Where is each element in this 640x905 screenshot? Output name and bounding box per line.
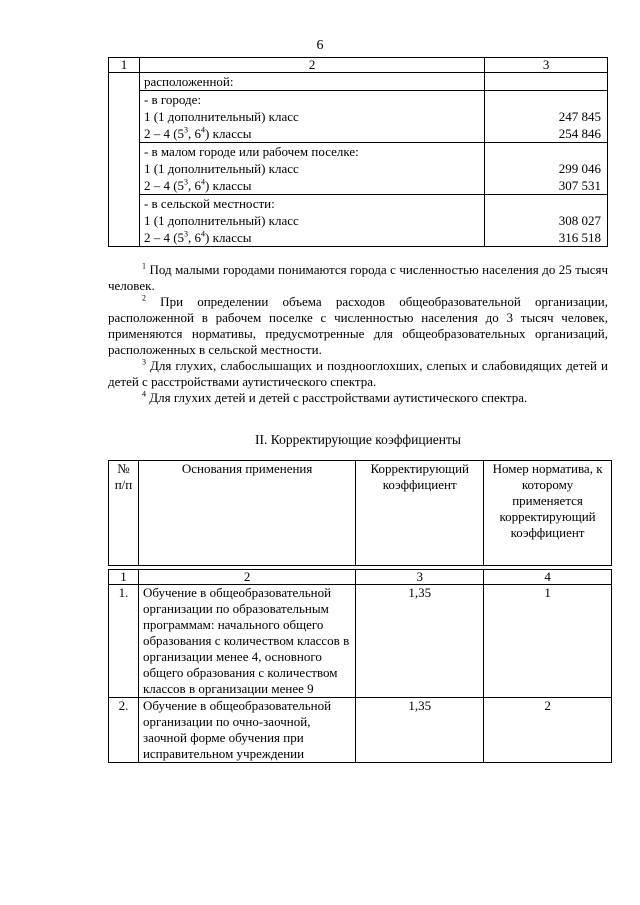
funding-table	[108, 57, 608, 247]
coefficients-table	[108, 460, 612, 763]
footnote-1	[108, 262, 608, 294]
footnote-3	[108, 358, 608, 390]
header-coefficient: Корректирующий коэффициент	[356, 461, 484, 566]
footnote-text: Для глухих детей и детей с расстройствами аутистического спектра.	[146, 390, 528, 405]
row-label: 1 (1 дополнительный) класс	[143, 109, 299, 124]
column-number-1: 1	[109, 570, 139, 585]
header-number: № п/п	[109, 461, 139, 566]
text: , 6	[188, 126, 202, 141]
row-label	[144, 229, 480, 246]
text: ) классы	[205, 230, 252, 245]
header-basis: Основания применения	[138, 461, 355, 566]
table-row	[109, 585, 612, 698]
section-title: II. Корректирующие коэффициенты	[255, 432, 461, 447]
row-basis: Обучение в общеобразовательной организации по образовательным программам: начального общего образования с количеством классов в организации менее 4, основного общего образования с количеством классов в организации менее 9	[138, 585, 355, 698]
footnote-text: При определении объема расходов общеобразовательной организации, расположенной в рабочем поселке с численностью населения до 3 тысяч человек, применяются нормативы, предусмотренные для общеобразовательных организаций, расположенных в сельской местности.	[108, 294, 608, 357]
column-number-1: 1	[109, 58, 140, 73]
group-label: - в городе:	[143, 92, 202, 107]
header-norm-number: Номер норматива, к которому применяется корректирующий коэффициент	[484, 461, 612, 566]
footnote-mark: 1	[142, 261, 146, 271]
group-city	[139, 91, 484, 143]
footnote-2	[108, 294, 608, 358]
text: ) классы	[205, 178, 252, 193]
footnote-mark: 4	[142, 389, 146, 399]
group-small-town	[139, 143, 484, 195]
footnote-mark: 2	[142, 293, 146, 303]
table-row	[109, 698, 612, 763]
footnote-4	[108, 390, 608, 406]
footnote-ref: 3	[184, 177, 189, 187]
row-label	[144, 177, 480, 194]
value: 299 046	[558, 161, 601, 176]
values-rural	[485, 195, 608, 247]
footnotes	[108, 262, 608, 406]
footnote-text: Под малыми городами понимаются города с численностью населения до 25 тысяч человек.	[108, 262, 608, 293]
row-norm-number: 1	[484, 585, 612, 698]
empty-cell	[109, 73, 140, 247]
values-city	[485, 91, 608, 143]
continuation-label: расположенной:	[139, 73, 484, 91]
footnote-ref: 3	[184, 229, 189, 239]
column-number-2: 2	[139, 58, 484, 73]
column-number-4: 4	[484, 570, 612, 585]
value: 308 027	[558, 213, 601, 228]
table-row	[109, 195, 608, 247]
value: 307 531	[558, 178, 601, 193]
text: ) классы	[205, 126, 252, 141]
column-number-3: 3	[356, 570, 484, 585]
row-coefficient: 1,35	[356, 585, 484, 698]
column-number-2: 2	[138, 570, 355, 585]
page-number: 6	[316, 38, 324, 53]
text: 2 – 4 (5	[143, 126, 185, 141]
footnote-ref: 4	[201, 229, 206, 239]
group-label: - в малом городе или рабочем поселке:	[143, 144, 359, 159]
values-small-town	[485, 143, 608, 195]
value: 316 518	[558, 230, 601, 245]
row-label: 1 (1 дополнительный) класс	[143, 213, 299, 228]
value: 247 845	[558, 109, 601, 124]
footnote-text: Для глухих, слабослышащих и позднооглохших, слепых и слабовидящих детей и детей с расстройствами аутистического спектра.	[108, 358, 608, 389]
text: 2 – 4 (5	[143, 178, 185, 193]
footnote-ref: 3	[184, 125, 189, 135]
table-header-row	[109, 461, 612, 566]
table-row	[109, 91, 608, 143]
column-numbers-row	[109, 570, 612, 585]
table-row	[109, 143, 608, 195]
row-label	[144, 125, 480, 142]
footnote-mark: 3	[142, 357, 146, 367]
empty-cell	[485, 73, 608, 91]
table-header-row	[109, 58, 608, 73]
text: 2 – 4 (5	[143, 230, 185, 245]
text: , 6	[188, 178, 202, 193]
row-basis: Обучение в общеобразовательной организации по очно-заочной, заочной форме обучения при исправительном учреждении	[138, 698, 355, 763]
row-number: 1.	[109, 585, 139, 698]
row-norm-number: 2	[484, 698, 612, 763]
row-label: 1 (1 дополнительный) класс	[143, 161, 299, 176]
text: , 6	[188, 230, 202, 245]
footnote-ref: 4	[201, 125, 206, 135]
table-row	[109, 73, 608, 91]
group-label: - в сельской местности:	[143, 196, 275, 211]
column-number-3: 3	[485, 58, 608, 73]
value: 254 846	[558, 126, 601, 141]
row-coefficient: 1,35	[356, 698, 484, 763]
row-number: 2.	[109, 698, 139, 763]
footnote-ref: 4	[201, 177, 206, 187]
group-rural	[139, 195, 484, 247]
